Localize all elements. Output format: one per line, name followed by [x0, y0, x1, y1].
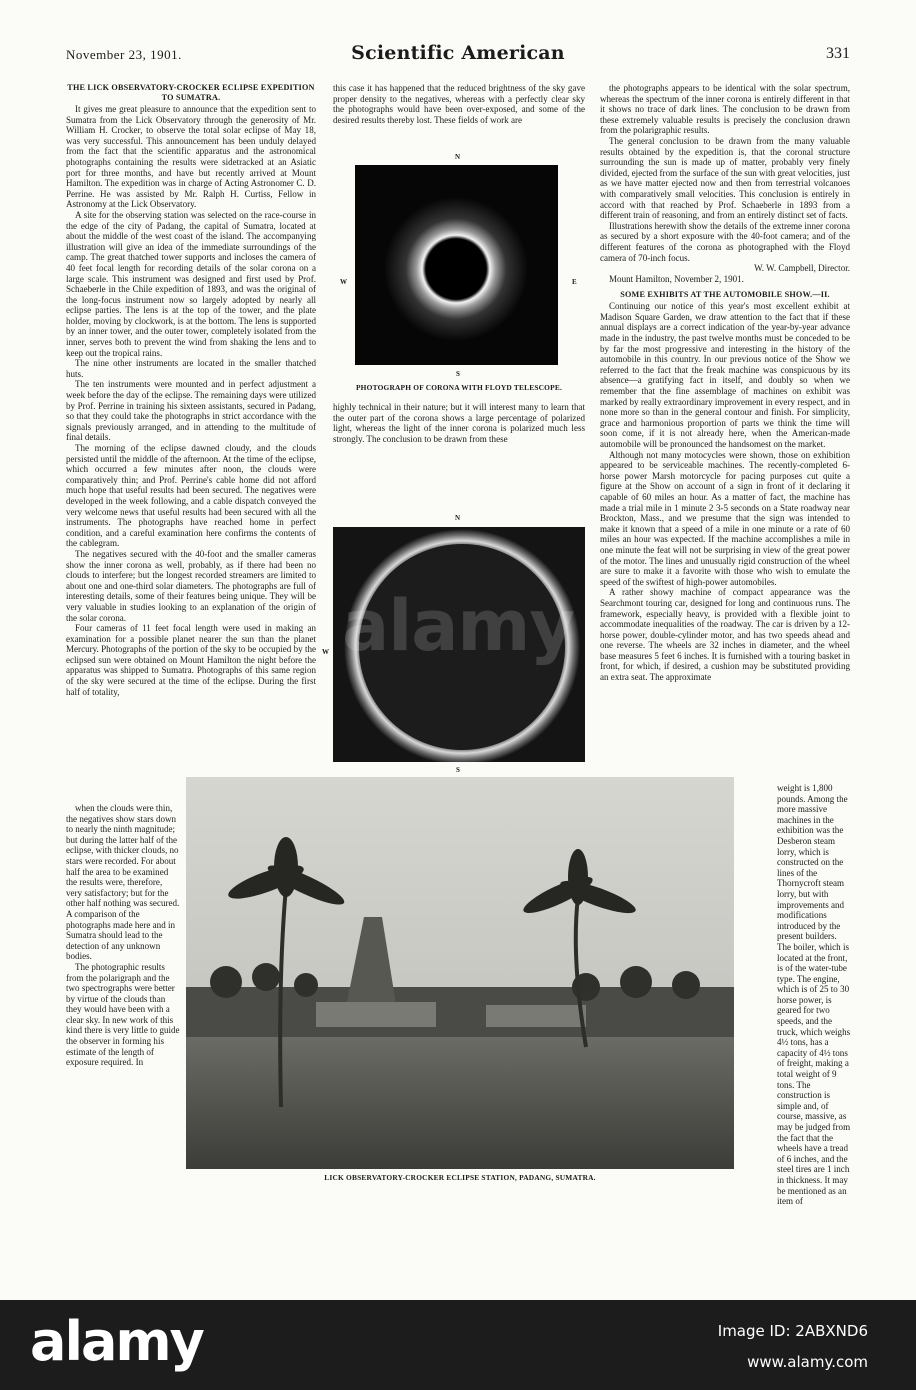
paragraph: Continuing our notice of this year's most excellent exhibit at Madison Square Garden, we draw attention to the fact that if these annual displays are a correct indication of the year-by-year advance made in the industry, the past twelve months must be conceded to be by far the most progressive and interesting in the history of the automobile in this country. In our previous notice of the Show we referred to the fact that the freak machine was conspicuous by its absence—a gratifying fact in itself, and doubly so when we remember that the fine assemblage of machines on exhibit was marked by really extraordinary improvement in every respect, and in none more so than in the general contour and finish. For simplicity, grace and harmonious proportion of parts we think the time will soon come, if it is not already here, when the American-made automobile will be pronounced the handsomest on the market.: [600, 301, 850, 449]
paragraph: It gives me great pleasure to announce that the expedition sent to Sumatra from the Lick Observatory through the generosity of Mr. William H. Crocker, to observe the total solar eclipse of May 18, was very successful. This announcement has been unduly delayed from the fact that the scientific apparatus and the astronomical photographs containing the results were sidetracked at an Asiatic port for three months, and have but recently arrived at Mount Hamilton. The expedition was in charge of Acting Astronomer C. D. Perrine. He was assisted by Mr. Ralph H. Curtiss, Fellow in Astronomy at the Lick Observatory.: [66, 104, 316, 210]
compass-north: N: [455, 153, 461, 161]
article-column-3: [600, 83, 850, 683]
article-column-3-narrow: [777, 783, 851, 1207]
article-column-1-narrow: [66, 803, 180, 1068]
paragraph: The negatives secured with the 40-foot and the smaller cameras show the inner corona as well, probably, as if there had been no clouds to interfere; but the longest recorded streamers are limited to about one and one-third solar diameters. The photographs are full of interesting details, some of their features being unique. They will be very valuable in studies looking to an explanation of the origin of the solar corona.: [66, 548, 316, 623]
compass-south: S: [456, 370, 460, 378]
prominences-photograph: [333, 527, 585, 762]
paragraph: The general conclusion to be drawn from the many valuable results obtained by the expedition is, that the coronal structure surrounding the sun is made up of matter, probably very finely divided, ejected from the surface of the sun with great velocities, just as we have matter ejected now and then from terrestrial volcanoes with comparatively small velocities. This conclusion is entirely in accord with that reached by Prof. Schaeberle in 1893 from a different train of reasoning, and from an entirely distinct set of facts.: [600, 135, 850, 221]
masthead: Scientific American: [351, 42, 565, 64]
article-column-2-mid: [333, 402, 585, 444]
paragraph: when the clouds were thin, the negatives show stars down to nearly the ninth magnitude; but during the latter half of the eclipse, with thicker clouds, no stars were recorded. For about half the area to be examined the results were, therefore, very satisfactory; but for the other half nothing was secured. A comparison of the photographs made here and in Sumatra should lead to the detection of any unknown bodies.: [66, 803, 180, 962]
compass-east: E: [572, 278, 577, 286]
compass-south: S: [456, 766, 460, 774]
compass-west: W: [340, 278, 347, 286]
paragraph: Although not many motocycles were shown, those on exhibition appeared to be serviceable machines. The recently-completed 6-horse power Marsh motorcycle for pacing purposes cut quite a figure at the Show on account of a sign in front of it declaring it capable of 60 miles an hour. As a matter of fact, the machine has made a trial mile in 1 minute 2 3-5 seconds on a State roadway near Brockton, Mass., and we presume that the sign was intended to make it known that a speed of a mile in one minute or a rate of 60 miles an hour was expected. If the machine accomplishes a mile in one minute the feat will not be surprising in view of the great power of the motor. The lines and unusually rigid construction of the wheel are sure to make it a favorite with those who wish to emulate the speed of the swiftest of high-power automobiles.: [600, 449, 850, 587]
paragraph: The ten instruments were mounted and in perfect adjustment a week before the day of the eclipse. The remaining days were utilized by Prof. Perrine in training his sixteen assistants, secured in Padang, so that they could take the photographs in strict accordance with the signals previously arranged, and in attending to the multitude of final details.: [66, 379, 316, 443]
paragraph: A rather showy machine of compact appearance was the Searchmont touring car, designed for long and continuous runs. The framework, especially heavy, is provided with a flexible joint to accommodate inequalities of the roadway. The car is driven by a 12-horse power, double-cylinder motor, and has two speeds ahead and one reverse. The wheels are 32 inches in diameter, and the wheel base measures 5 feet 6 inches. It is furnished with a touring basket in front, for which, if desired, a cushion may be substituted providing an extra seat. The approximate: [600, 587, 850, 683]
image-id: Image ID: 2ABXND6: [717, 1322, 868, 1340]
paragraph: A site for the observing station was selected on the race-course in the edge of the city of Padang, the capital of Sumatra, located at about the middle of the west coast of the island. The accompanying illustration will give an idea of the immediate surroundings of the camp. The great thatched tower supports and incloses the camera of 40 feet focal length for recording details of the solar corona on a large scale. This instrument was designed and first used by Prof. Schaeberle in the Chile expedition of 1893, and was the original of the long-focus instrument now so largely adopted by nearly all eclipse parties. The lens is at the top of the tower, and the plate holder, moving by clockwork, is at the bottom. The lens is supported by an inner tower, and the outer tower, completely isolated from the inner, serves both to prevent the wind from shaking the lens and to keep out the tropical rains.: [66, 209, 316, 358]
dateline: Mount Hamilton, November 2, 1901.: [609, 273, 744, 284]
article-title: SOME EXHIBITS AT THE AUTOMOBILE SHOW.—II.: [620, 290, 830, 300]
article-column-1: [66, 83, 316, 697]
compass-west: W: [322, 648, 329, 656]
corona-image: [355, 165, 558, 365]
compass-north: N: [455, 514, 461, 522]
issue-date: November 23, 1901.: [66, 47, 182, 62]
article-column-2: [333, 83, 585, 125]
paragraph: The morning of the eclipse dawned cloudy, and the clouds persisted until the middle of the afternoon. At the time of the eclipse, which occurred a few minutes after noon, the clouds were comparatively thin; and Prof. Perrine's cable home did not afford much hope that useful results had been secured. The negatives were developed in the week following, and a cable dispatch conveyed the very welcome news that useful results had been secured with all the instruments. The photographs have reached home in perfect condition, and a careful examination here confirms the contents of the cablegram.: [66, 443, 316, 549]
paragraph: The photographic results from the polarigraph and the two spectrographs were better by virtue of the clouds than they would have been with a clear sky. In new work of this kind there is very little to guide the observer in forming his estimate of the length of exposure required. In: [66, 961, 180, 1068]
paragraph: The nine other instruments are located in the smaller thatched huts.: [66, 358, 316, 379]
stock-footer: [0, 1300, 916, 1390]
paragraph: this case it has happened that the reduced brightness of the sky gave proper density to the negatives, whereas with a perfectly clear sky the photographs would have been over-exposed, and some of the desired results thereby lost. These fields of work are: [333, 83, 585, 125]
paragraph: Four cameras of 11 feet focal length were used in making an examination for a possible planet nearer the sun than the planet Mercury. Photographs of the portion of the sky to be occupied by the eclipsed sun were obtained on Mount Hamilton the night before the apparatus was shipped to Sumatra. Photographs of this same region of the sky were secured at the time of the eclipse. During the first half of totality,: [66, 623, 316, 697]
paragraph: highly technical in their nature; but it will interest many to learn that the outer part of the corona shows a large percentage of polarized light, whereas the light of the inner corona is polarized much less strongly. The conclusion to be drawn from these: [333, 402, 585, 444]
corona-photograph: [355, 165, 558, 365]
eclipse-station-photograph: [186, 777, 734, 1169]
paragraph: the photographs appears to be identical with the solar spectrum, whereas the spectrum of the inner corona is entirely different in that it shows no trace of dark lines. The conclusion to be drawn from these extremely valuable results is precisely the conclusion drawn from the polarigraphic results.: [600, 83, 850, 136]
page-number: 331: [826, 45, 850, 62]
prominences-image: [333, 527, 585, 762]
paragraph: Illustrations herewith show the details of the extreme inner corona as secured by a short exposure with the 40-foot camera; and of the different features of the corona as photographed with the Floyd camera of 70-inch focus.: [600, 220, 850, 263]
article-title: THE LICK OBSERVATORY-CROCKER ECLIPSE EXPEDITION TO SUMATRA.: [67, 83, 315, 102]
signature: W. W. Campbell, Director.: [754, 263, 850, 274]
padang-landscape-image: [186, 777, 734, 1169]
paragraph: weight is 1,800 pounds. Among the more massive machines in the exhibition was the Desberon steam lorry, which is constructed on the lines of the Thornycroft steam lorry, but with improvements and modifications introduced by the present builders. The boiler, which is located at the front, is of the water-tube type. The engine, which is of 25 to 30 horse power, is geared for two speeds, and the truck, which weighs 4½ tons, has a capacity of 4½ tons of freight, making a total weight of 9 tons. The construction is simple and, of course, massive, as may be judged from the fact that the wheels have a tread of 6 inches, and the steel tires are 1 inch in thickness. It may be mentioned as an item of: [777, 783, 851, 1207]
alamy-logo: alamy: [30, 1310, 203, 1373]
figure-caption: PHOTOGRAPH OF CORONA WITH FLOYD TELESCOPE.: [355, 383, 563, 392]
figure-caption: LICK OBSERVATORY-CROCKER ECLIPSE STATION, PADANG, SUMATRA.: [324, 1173, 596, 1182]
footer-url: www.alamy.com: [747, 1353, 868, 1371]
